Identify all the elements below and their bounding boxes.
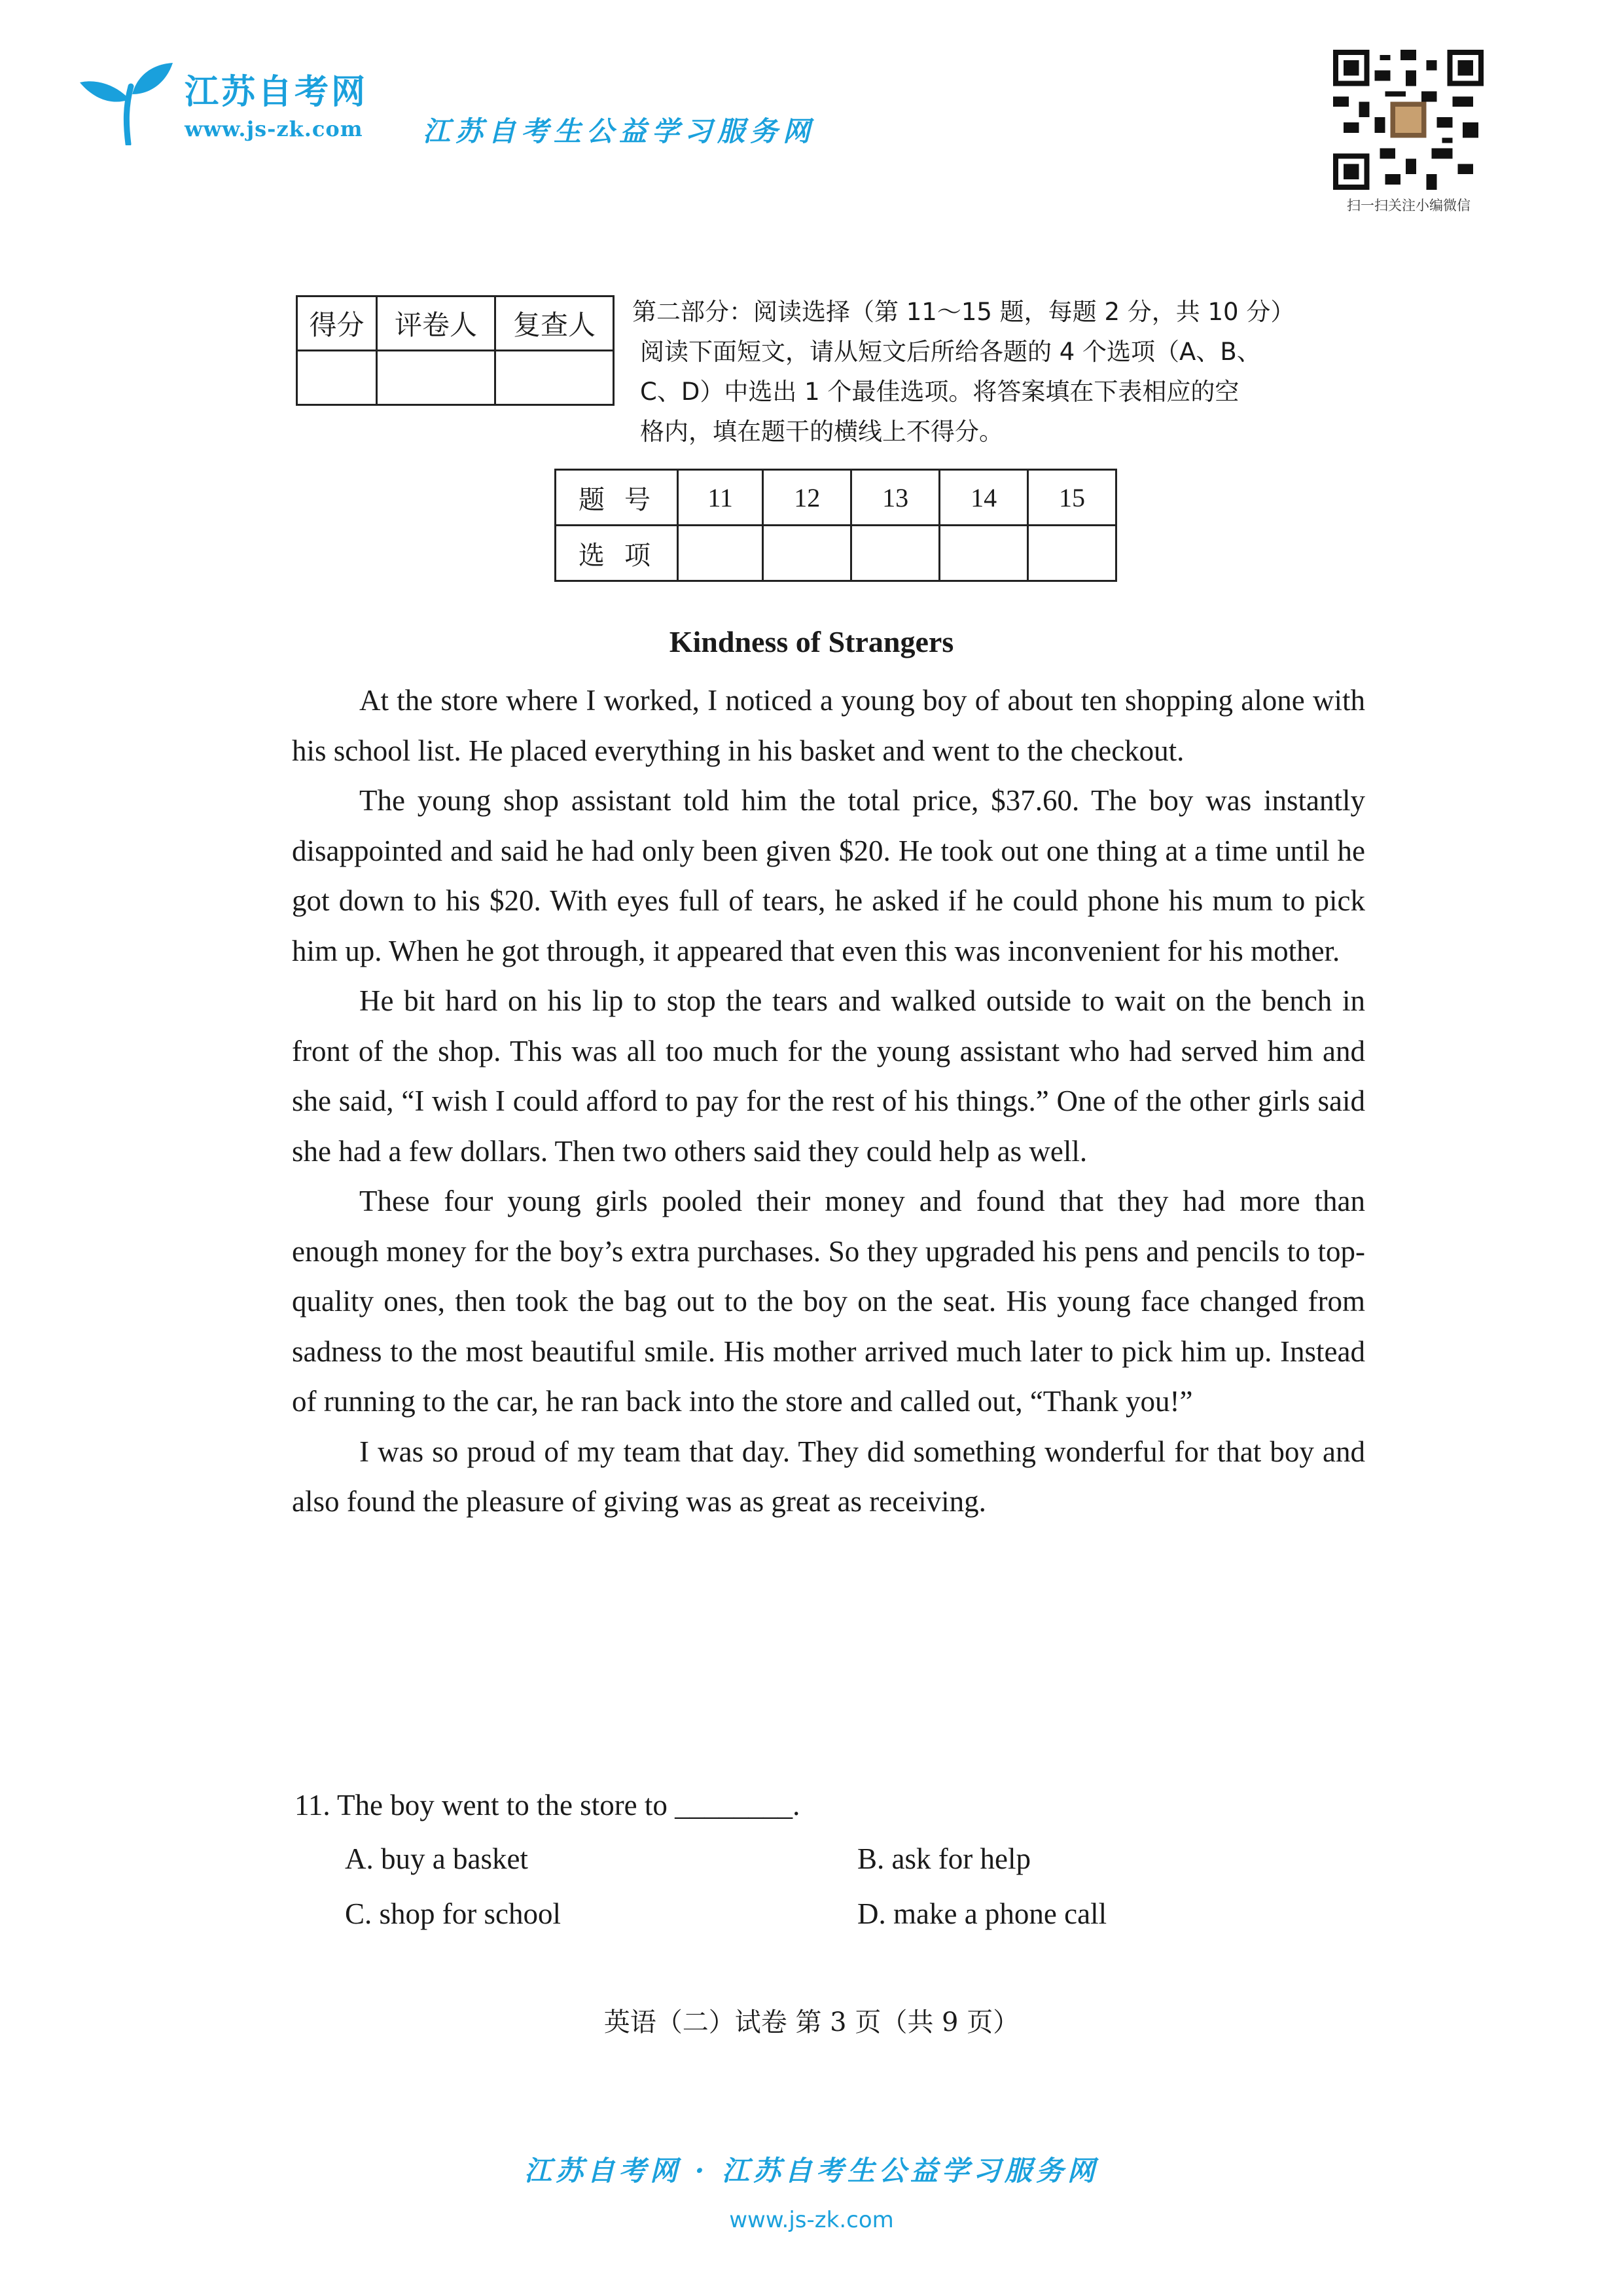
footer-slogan: 江苏自考网 · 江苏自考生公益学习服务网 bbox=[524, 2155, 1099, 2187]
instruction-line: C、D）中选出 1 个最佳选项。将答案填在下表相应的空 bbox=[640, 378, 1240, 406]
passage-paragraph: These four young girls pooled their money and found that they had more than enough money for the boy’s extra purchases. So they upgraded his pens and pencils to top-quality ones, then took the bag out to the boy on the seat. His young face changed from sadness to the most beautiful smile. His mother arrived much later to pick him up. Instead of running to the car, he ran back into the store and called out, “Thank you!” bbox=[292, 1185, 1365, 1418]
qr-caption: 扫一扫关注小编微信 bbox=[1347, 198, 1471, 213]
answer-cell-11[interactable] bbox=[678, 526, 763, 581]
instruction-line: 阅读下面短文，请从短文后所给各题的 4 个选项（A、B、 bbox=[640, 338, 1261, 366]
option-a[interactable]: A. buy a basket bbox=[345, 1842, 528, 1875]
section-instructions bbox=[632, 292, 1365, 452]
footer-url-link[interactable]: www.js-zk.com bbox=[729, 2207, 894, 2233]
logo-sprout-icon bbox=[77, 60, 175, 145]
question-number-label: 题号 bbox=[556, 470, 678, 526]
score-header: 得分 bbox=[297, 296, 377, 351]
answer-cell-13[interactable] bbox=[851, 526, 940, 581]
score-cell[interactable] bbox=[297, 351, 377, 405]
answer-cell-14[interactable] bbox=[940, 526, 1028, 581]
passage-paragraph: He bit hard on his lip to stop the tears and walked outside to wait on the bench in front of the shop. This was all too much for the young assistant who had served him and she said, “I wish I could afford to pay for the rest of his things.” One of the other girls said she had a few dollars. Then two others said they could help as well. bbox=[292, 984, 1365, 1168]
question-number: 13 bbox=[851, 470, 940, 526]
answer-label: 选项 bbox=[556, 526, 678, 581]
option-b[interactable]: B. ask for help bbox=[857, 1842, 1031, 1875]
question-number: 14 bbox=[940, 470, 1028, 526]
logo-url: www.js-zk.com bbox=[185, 117, 363, 141]
grader-header: 评卷人 bbox=[377, 296, 495, 351]
logo-name: 江苏自考网 bbox=[185, 73, 368, 112]
passage-title: Kindness of Strangers bbox=[669, 625, 954, 658]
passage-paragraph: I was so proud of my team that day. They did something wonderful for that boy and also found the pleasure of giving was as great as receiving. bbox=[292, 1435, 1365, 1518]
instruction-line: 格内，填在题干的横线上不得分。 bbox=[640, 418, 1003, 446]
passage-paragraph: At the store where I worked, I noticed a young boy of about ten shopping alone with his school list. He placed everything in his basket and went to the checkout. bbox=[292, 684, 1365, 767]
option-c[interactable]: C. shop for school bbox=[345, 1897, 561, 1930]
qr-code-icon bbox=[1332, 50, 1484, 190]
reviewer-header: 复查人 bbox=[495, 296, 614, 351]
page-footer: 英语（二）试卷 第 3 页（共 9 页） bbox=[603, 2007, 1020, 2037]
answer-cell-12[interactable] bbox=[763, 526, 851, 581]
option-d[interactable]: D. make a phone call bbox=[857, 1897, 1107, 1930]
section-title: 第二部分：阅读选择（第 11～15 题，每题 2 分，共 10 分） bbox=[632, 298, 1295, 326]
score-table bbox=[296, 295, 615, 406]
answer-table bbox=[554, 469, 1117, 582]
question-number: 15 bbox=[1028, 470, 1116, 526]
reviewer-cell[interactable] bbox=[495, 351, 614, 405]
header-slogan: 江苏自考生公益学习服务网 bbox=[423, 115, 816, 147]
passage-body bbox=[292, 675, 1365, 1527]
question-number: 12 bbox=[763, 470, 851, 526]
answer-cell-15[interactable] bbox=[1028, 526, 1116, 581]
passage-paragraph: The young shop assistant told him the total price, $37.60. The boy was instantly disappointed and said he had only been given $20. He took out one thing at a time until he got down to his $20. With eyes full of tears, he asked if he could phone his mum to pick him up. When he got through, it appeared that even this was inconvenient for his mother. bbox=[292, 784, 1365, 967]
grader-cell[interactable] bbox=[377, 351, 495, 405]
question-number: 11 bbox=[678, 470, 763, 526]
question-stem: 11. The boy went to the store to ________. bbox=[294, 1789, 800, 1821]
